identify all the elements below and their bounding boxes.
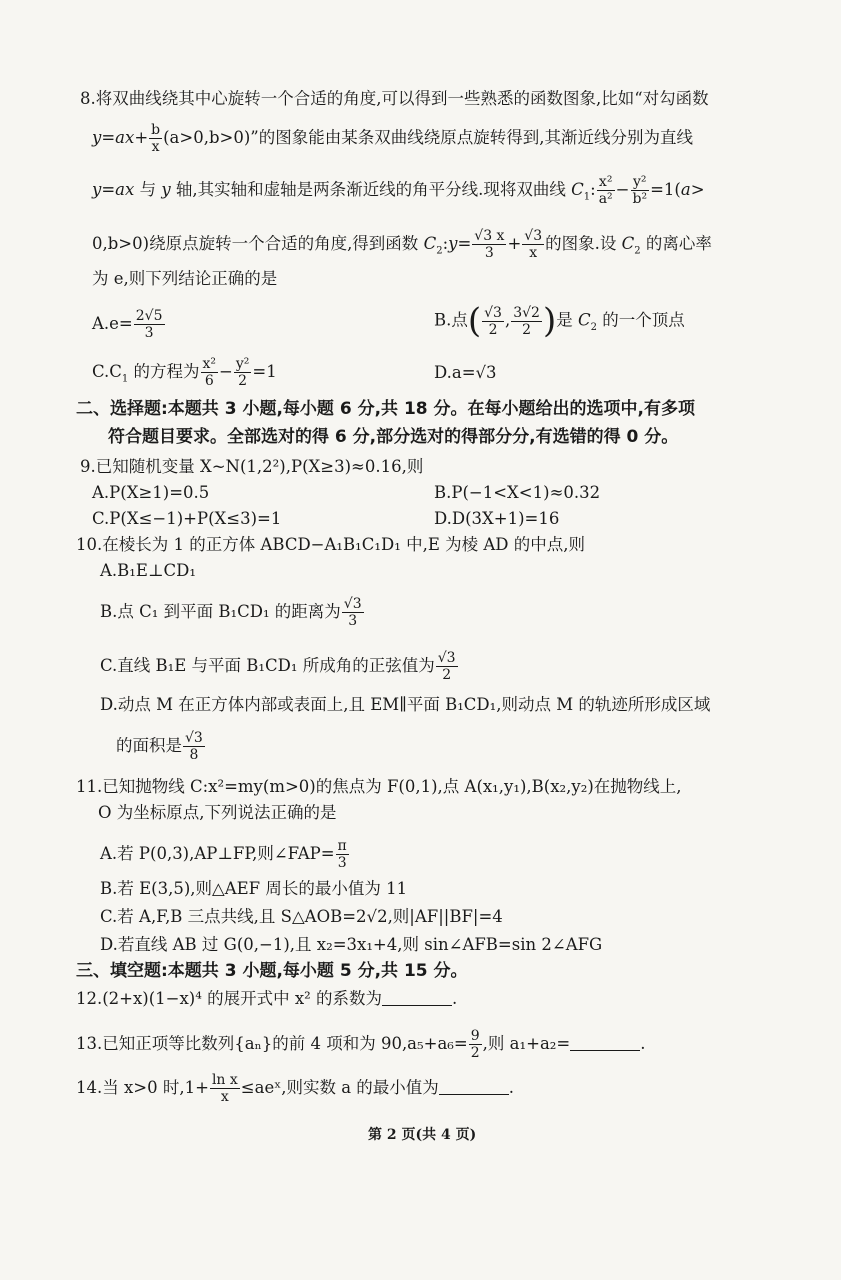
q10-option-b-text: B.点 C₁ 到平面 B₁CD₁ 的距离为 bbox=[100, 602, 341, 621]
fraction: $\frac{√3 x}{3}$ bbox=[474, 228, 505, 261]
q8-line4-c: 的离心率 bbox=[645, 234, 712, 253]
page-footer: 第 2 页(共 4 页) bbox=[368, 1127, 477, 1143]
q8-option-b-text2: 是 bbox=[556, 310, 573, 330]
fraction: $\frac{2√5}{3}$ bbox=[135, 308, 163, 341]
q11-option-a-text: A.若 P(0,3),AP⊥FP,则∠FAP= bbox=[100, 844, 335, 863]
q10-stem: 10.在棱长为 1 的正方体 ABCD−A₁B₁C₁D₁ 中,E 为棱 AD 的中点,则 bbox=[76, 535, 586, 554]
q8-line3-b: 轴,其实轴和虚轴是两条渐近线的角平分线.现将双曲线 bbox=[175, 180, 566, 199]
fraction: $\frac{3√2}{2}$ bbox=[513, 304, 540, 338]
q12: 12.(2+x)(1−x)⁴ 的展开式中 x² 的系数为 . bbox=[76, 989, 458, 1008]
fraction: $\frac{\text{y²}}{2}$ bbox=[235, 356, 250, 389]
q8-option-c-text: C.C bbox=[92, 362, 122, 381]
q13-text-2: ,则 a₁+a₂= bbox=[482, 1034, 571, 1053]
q8-line2: y=ax+ $\frac{b}{x}$ (a>0,b>0)”的图象能由某条双曲线绕原点旋转得到,其渐近线分别为直线 bbox=[92, 122, 693, 155]
q8-line3-a: 与 bbox=[139, 180, 157, 199]
q11-stem-2: O 为坐标原点,下列说法正确的是 bbox=[98, 803, 337, 822]
section-heading-multi-2: 符合题目要求。全部选对的得 6 分,部分选对的得部分分,有选错的得 0 分。 bbox=[108, 427, 679, 447]
q9-option-a: A.P(X≥1)=0.5 bbox=[92, 483, 210, 502]
q8-option-a-text: A.e= bbox=[92, 314, 133, 333]
q9-stem: 9.已知随机变量 X~N(1,2²),P(X≥3)≈0.16,则 bbox=[80, 457, 424, 476]
q8-option-b-text3: 的一个顶点 bbox=[602, 310, 685, 330]
fraction: $\frac{√3}{2}$ bbox=[437, 650, 456, 683]
fraction: $\frac{\text{x²}}{\text{a²}}$ bbox=[598, 174, 613, 207]
fraction: $\frac{√3}{3}$ bbox=[343, 596, 362, 629]
fraction: $\frac{\text{ln x}}{x}$ bbox=[211, 1072, 238, 1105]
q12-text: 12.(2+x)(1−x)⁴ 的展开式中 x² 的系数为 bbox=[76, 989, 383, 1008]
fraction: $\frac{\text{y²}}{\text{b²}}$ bbox=[632, 174, 648, 207]
fraction: $\frac{b}{x}$ bbox=[151, 122, 161, 155]
q11-option-d: D.若直线 AB 过 G(0,−1),且 x₂=3x₁+4,则 sin∠AFB=sin 2∠AFG bbox=[100, 935, 603, 954]
q8-line1: 8.将双曲线绕其中心旋转一个合适的角度,可以得到一些熟悉的函数图象,比如“对勾函数 bbox=[80, 89, 709, 108]
q14-answer-blank[interactable] bbox=[439, 1094, 509, 1095]
q8-option-a bbox=[92, 308, 166, 341]
q14-text-1: 14.当 x>0 时,1+ bbox=[76, 1078, 209, 1097]
q10-option-d: D.动点 M 在正方体内部或表面上,且 EM∥平面 B₁CD₁,则动点 M 的轨迹所形成区域 bbox=[100, 695, 711, 714]
q9-option-b: B.P(−1<X<1)≈0.32 bbox=[434, 483, 601, 502]
q14: 14.当 x>0 时,1+ $\frac{\text{ln x}}{x}$ ≤aeˣ,则实数 a 的最小值为 . bbox=[76, 1072, 515, 1105]
q13: 13.已知正项等比数列{aₙ}的前 4 项和为 90,a₅+a₆= $\frac{9}{2}$ ,则 a₁+a₂= . bbox=[76, 1028, 646, 1061]
q8-option-b-text: B.点 bbox=[434, 310, 468, 330]
fraction: $\frac{\pi}{3}$ bbox=[337, 838, 347, 871]
q13-text-1: 13.已知正项等比数列{aₙ}的前 4 项和为 90,a₅+a₆= bbox=[76, 1034, 468, 1053]
q13-answer-blank[interactable] bbox=[570, 1050, 640, 1051]
fraction: $\frac{√3}{2}$ bbox=[484, 304, 502, 338]
q11-option-b: B.若 E(3,5),则△AEF 周长的最小值为 11 bbox=[100, 879, 408, 898]
q8-line3: y=ax 与 y 轴,其实轴和虚轴是两条渐近线的角平分线.现将双曲线 $C_1$: $\frac{\text{x²}}{\text{a²}}$ − $\frac{\text{y²}}{\text{b²}}$ =1(a> bbox=[92, 174, 705, 207]
q10-option-a: A.B₁E⊥CD₁ bbox=[100, 561, 196, 580]
q8-line5: 为 e,则下列结论正确的是 bbox=[92, 269, 278, 288]
q14-text-2: ≤aeˣ,则实数 a 的最小值为 bbox=[240, 1078, 439, 1097]
q8-option-b: B.点( $\frac{√3}{2}$ , $\frac{3√2}{2}$ )是 $C_2$ 的一个顶点 bbox=[434, 301, 685, 341]
q9-option-d: D.D(3X+1)=16 bbox=[434, 509, 560, 528]
q10-option-c bbox=[100, 650, 459, 683]
fraction: $\frac{√3}{x}$ bbox=[524, 228, 543, 261]
q11-option-c: C.若 A,F,B 三点共线,且 S△AOB=2√2,则|AF||BF|=4 bbox=[100, 907, 503, 926]
q12-answer-blank[interactable] bbox=[382, 1005, 452, 1006]
fraction: $\frac{√3}{8}$ bbox=[185, 730, 203, 763]
fraction: $\frac{9}{2}$ bbox=[470, 1028, 480, 1061]
q8-option-c: $C.C_1$ 的方程为 $\frac{\text{x²}}{6}$ − $\frac{\text{y²}}{2}$ =1 bbox=[92, 356, 277, 389]
fraction: $\frac{\text{x²}}{6}$ bbox=[202, 356, 217, 389]
q11-option-a bbox=[100, 838, 350, 871]
q10-option-c-text: C.直线 B₁E 与平面 B₁CD₁ 所成角的正弦值为 bbox=[100, 656, 435, 675]
q11-stem: 11.已知抛物线 C:x²=my(m>0)的焦点为 F(0,1),点 A(x₁,y₁),B(x₂,y₂)在抛物线上, bbox=[76, 777, 682, 796]
q8-line4-b: 的图象.设 bbox=[545, 234, 617, 253]
q8-option-d: D.a=√3 bbox=[434, 363, 497, 382]
q10-option-b bbox=[100, 596, 365, 629]
q8-line4: 0,b>0)绕原点旋转一个合适的角度,得到函数 $C_2:y=$ $\frac{√3 x}{3}$ + $\frac{√3}{x}$ 的图象.设 $C_2$ 的离心率 bbox=[92, 228, 712, 261]
q8-line2-text: (a>0,b>0)”的图象能由某条双曲线绕原点旋转得到,其渐近线分别为直线 bbox=[163, 128, 693, 147]
q10-option-d2-text: 的面积是 bbox=[116, 736, 182, 755]
q9-option-c: C.P(X≤−1)+P(X≤3)=1 bbox=[92, 509, 282, 528]
q8-line4-a: 0,b>0)绕原点旋转一个合适的角度,得到函数 bbox=[92, 234, 419, 253]
section-heading-multi: 二、选择题:本题共 3 小题,每小题 6 分,共 18 分。在每小题给出的选项中,有多项 bbox=[76, 399, 695, 419]
q10-option-d-2 bbox=[116, 730, 206, 763]
q8-option-c-text2: 的方程为 bbox=[133, 362, 200, 381]
section-heading-fill: 三、填空题:本题共 3 小题,每小题 5 分,共 15 分。 bbox=[76, 961, 468, 981]
